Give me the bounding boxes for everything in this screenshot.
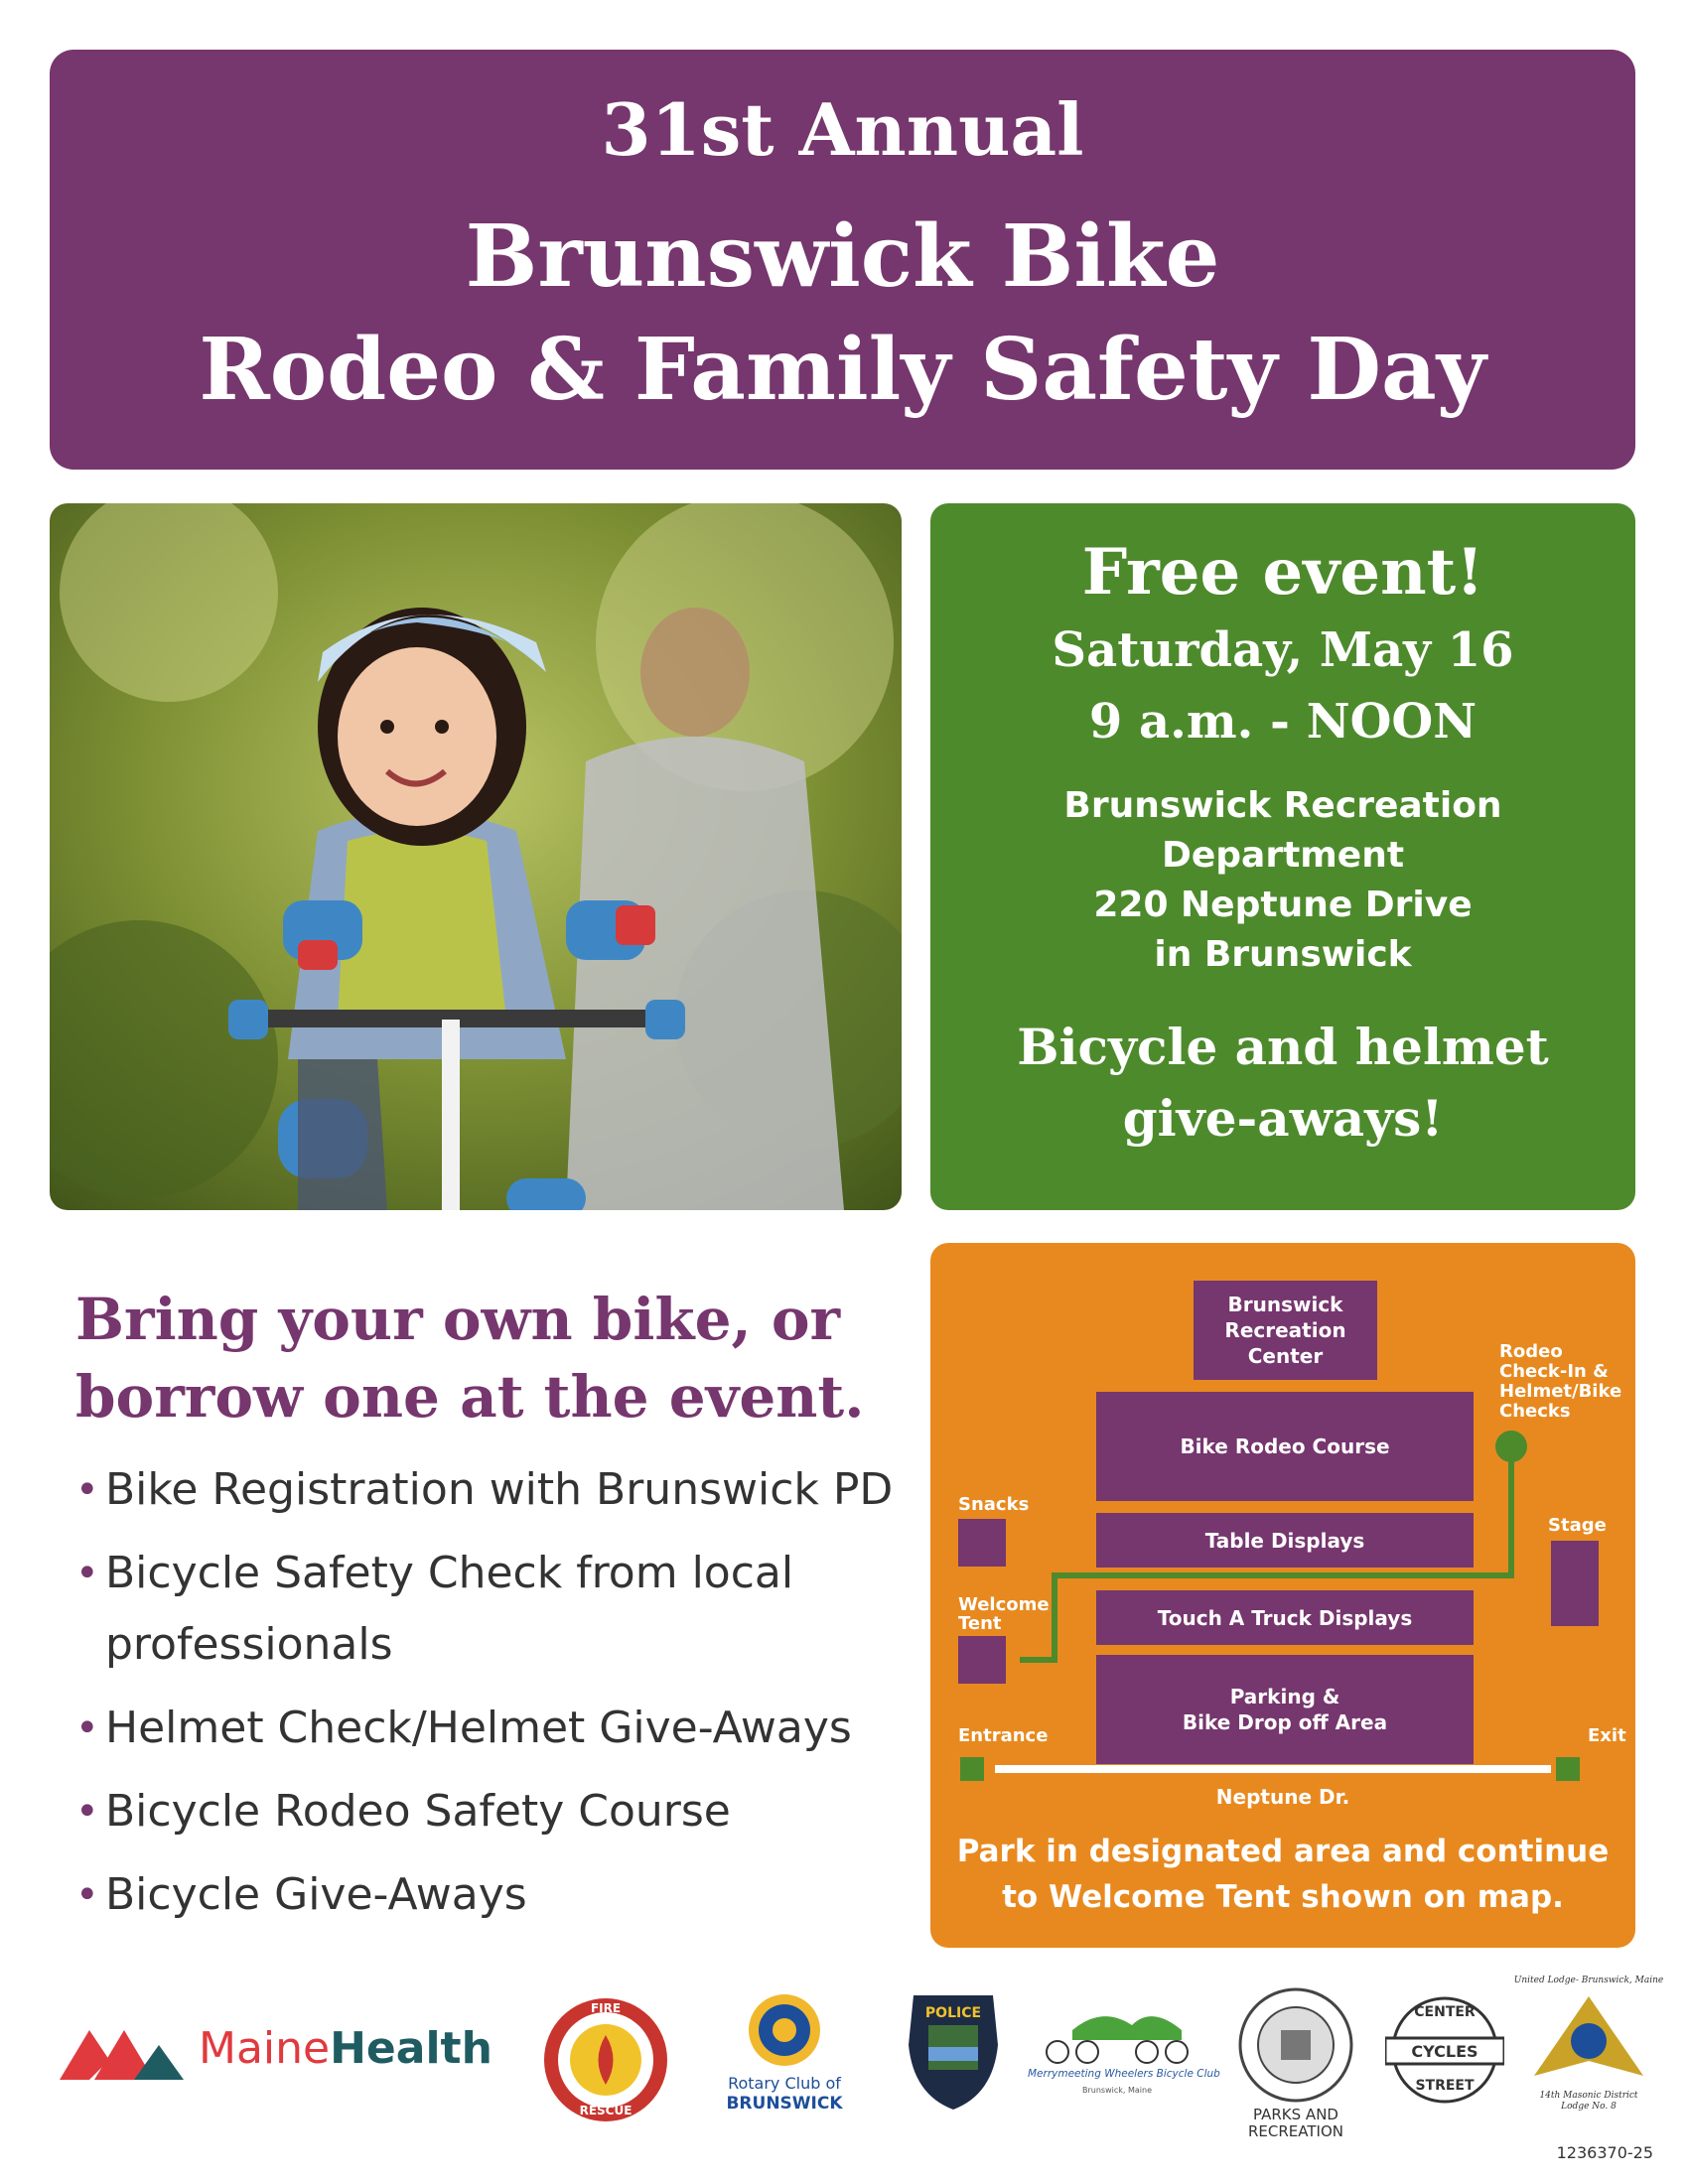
- venue-line: Brunswick Recreation: [1063, 785, 1502, 826]
- rotary-logo: [715, 1990, 854, 2119]
- rotary-wheel-icon: [715, 1990, 854, 2070]
- rodeo-checkin-label: Rodeo Check-In & Helmet/Bike Checks: [1499, 1341, 1622, 1422]
- square-compass-icon: [1509, 1991, 1668, 2091]
- masonic-text: United Lodge- Brunswick, Maine: [1513, 1976, 1664, 1985]
- rotary-text: Rotary Club of: [728, 2074, 841, 2093]
- rotary-text: BRUNSWICK: [726, 2094, 843, 2114]
- cycles-text: CENTER: [1414, 2004, 1476, 2020]
- header-banner: [50, 50, 1635, 470]
- wheelers-subtext: Brunswick, Maine: [1082, 2086, 1152, 2095]
- police-logo: [904, 1985, 1003, 2115]
- venue-line: in Brunswick: [1154, 934, 1412, 975]
- event-date: Saturday, May 16: [1052, 622, 1514, 678]
- parking-area-box: Parking & Bike Drop off Area: [1096, 1655, 1474, 1764]
- touch-a-truck-box: Touch A Truck Displays: [1096, 1590, 1474, 1645]
- entrance-label: Entrance: [958, 1725, 1049, 1746]
- bullet-icon: •: [75, 1789, 99, 1835]
- welcome-tent-box: [958, 1636, 1006, 1684]
- event-venue: [930, 781, 1635, 980]
- activity-list: [75, 1454, 910, 1943]
- parks-text: PARKS AND RECREATION: [1248, 2106, 1343, 2140]
- bullet-icon: •: [75, 1706, 99, 1751]
- masonic-text: 14th Masonic District Lodge No. 8: [1539, 2091, 1638, 2112]
- bullet-icon: •: [75, 1467, 99, 1513]
- rescue-label: RESCUE: [579, 2104, 633, 2117]
- bullet-icon: •: [75, 1551, 99, 1596]
- bike-rodeo-course-box: Bike Rodeo Course: [1096, 1392, 1474, 1501]
- child-on-bike-photo: [50, 503, 902, 1210]
- cycles-text: CYCLES: [1411, 2042, 1478, 2061]
- welcome-tent-label: Welcome Tent: [958, 1594, 1050, 1634]
- mainehealth-logo: [60, 2015, 492, 2085]
- mainehealth-text: Maine: [199, 2023, 331, 2074]
- list-item: • Bicycle Safety Check from local professionals: [75, 1538, 910, 1681]
- document-code: 1236370-25: [1556, 2143, 1653, 2162]
- header-subtitle: 31st Annual: [601, 87, 1084, 172]
- venue-line: 220 Neptune Drive: [1093, 885, 1473, 925]
- giveaway-line: give-aways!: [1122, 1089, 1444, 1148]
- recreation-center-box: Brunswick Recreation Center: [1194, 1281, 1377, 1380]
- site-map: [930, 1243, 1635, 1948]
- wheelers-text: Merrymeeting Wheelers Bicycle Club: [1028, 2068, 1220, 2080]
- list-item: • Helmet Check/Helmet Give-Aways: [75, 1693, 910, 1764]
- free-event-heading: Free event!: [1081, 535, 1484, 610]
- cyclists-icon: [1033, 2000, 1201, 2065]
- list-item: • Bicycle Give-Aways: [75, 1859, 910, 1931]
- list-item: • Bike Registration with Brunswick PD: [75, 1454, 910, 1526]
- event-info-box: [930, 503, 1635, 1210]
- street-label: Neptune Dr.: [1215, 1785, 1350, 1809]
- bring-bike-heading: [75, 1281, 910, 1435]
- stage-label: Stage: [1548, 1515, 1607, 1536]
- sponsor-footer: [50, 1976, 1664, 2164]
- mainehealth-text: Health: [330, 2023, 492, 2074]
- fire-label: FIRE: [590, 2001, 622, 2015]
- header-title-line2: Rodeo & Family Safety Day: [199, 320, 1486, 420]
- town-seal-icon: [1231, 1985, 1360, 2105]
- header-title-line1: Brunswick Bike: [465, 206, 1220, 307]
- giveaway-line: Bicycle and helmet: [1017, 1018, 1549, 1076]
- bring-line: Bring your own bike, or: [75, 1286, 841, 1353]
- table-displays-box: Table Displays: [1096, 1513, 1474, 1568]
- bullet-icon: •: [75, 1872, 99, 1918]
- bring-line: borrow one at the event.: [75, 1363, 865, 1431]
- snacks-label: Snacks: [958, 1494, 1030, 1515]
- stage-box: [1551, 1541, 1599, 1626]
- event-time: 9 a.m. - NOON: [1088, 694, 1477, 750]
- map-note: Park in designated area and continue to Welcome Tent shown on map.: [956, 1834, 1610, 1915]
- exit-label: Exit: [1588, 1725, 1626, 1746]
- fire-rescue-logo: [541, 1995, 670, 2124]
- mainehealth-mark-icon: [60, 2020, 189, 2080]
- center-street-cycles-logo: [1385, 1990, 1504, 2110]
- list-item: • Bicycle Rodeo Safety Course: [75, 1776, 910, 1847]
- merrymeeting-wheelers-logo: [1028, 2000, 1220, 2110]
- cycles-text: STREET: [1415, 2078, 1475, 2094]
- parks-recreation-logo: [1231, 1985, 1360, 2144]
- snacks-box: [958, 1519, 1006, 1567]
- masonic-lodge-logo: [1509, 1976, 1668, 2124]
- police-label: POLICE: [924, 2005, 982, 2021]
- giveaway-text: [930, 1012, 1635, 1155]
- venue-line: Department: [1161, 835, 1405, 876]
